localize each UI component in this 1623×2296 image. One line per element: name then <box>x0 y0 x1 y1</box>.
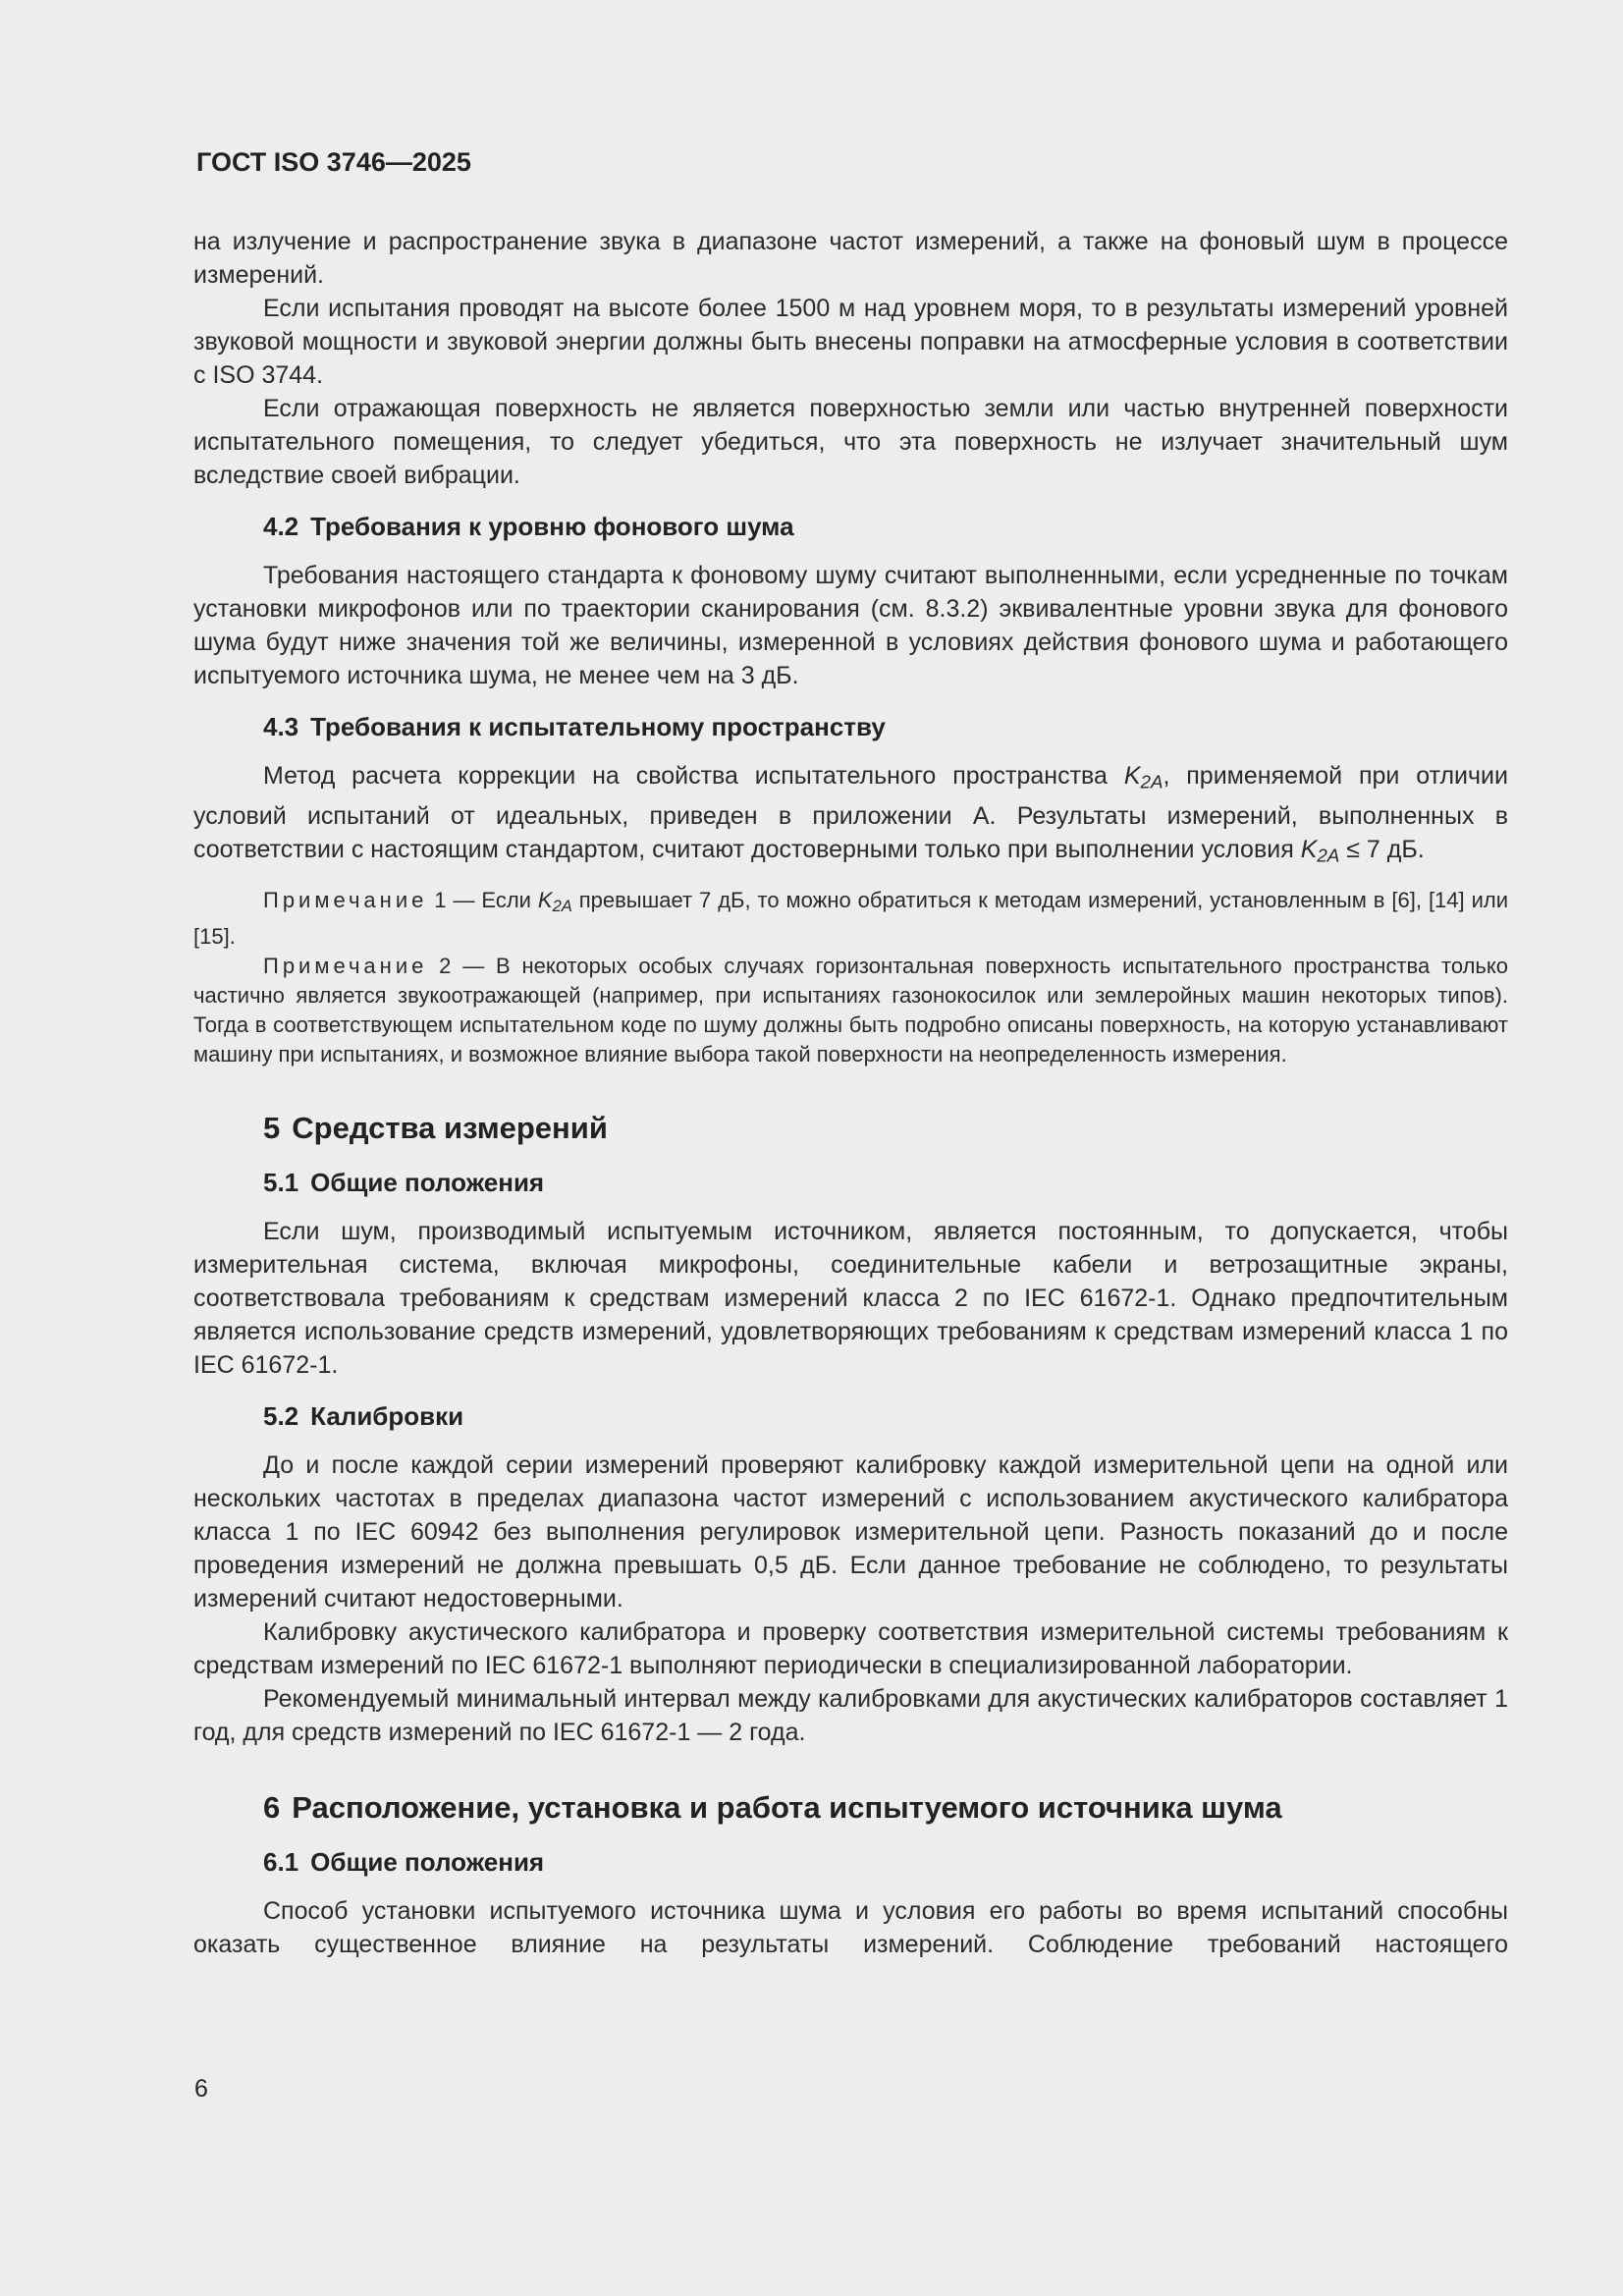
symbol-k: K <box>537 888 553 913</box>
note-2 <box>193 952 1508 1069</box>
section-5-2-text-2: Калибровку акустического калибратора и проверку соответствия измерительной системы требованиям к средствам измерений по IEC 61672-1 выполняют периодически в специализированной лаборатории. <box>193 1617 1508 1679</box>
section-number: 5.2 <box>263 1400 299 1431</box>
section-5-1-text: Если шум, производимый испытуемым источником, является постоянным, то допускается, чтобы измерительная система, включая микрофоны, соединительные кабели и ветрозащитные экраны, соответствовала требованиям к средствам измерений класса 2 по IEC 61672-1. Однако предпочтительным является использование средств измерений, удовлетворяющих требованиям к средствам измерений класса 1 по IEC 61672-1. <box>193 1217 1508 1379</box>
paragraph-reflecting-surface: Если отражающая поверхность не является поверхностью земли или частью внутренней поверхности испытательного помещения, то следует убедиться, что эта поверхность не излучает значительный шум вследствие своей вибрации. <box>193 395 1508 489</box>
section-6-heading <box>263 1788 1508 1828</box>
section-4-2-text: Требования настоящего стандарта к фоновому шуму считают выполненными, если усредненные по точкам установки микрофонов или по траектории сканирования (см. 8.3.2) эквивалентные уровни звука для фонового шума будут ниже значения той же величины, измеренной в условиях действия фонового шума и работающего испытуемого источника шума, не менее чем на 3 дБ. <box>193 562 1508 689</box>
note-1 <box>193 886 1508 951</box>
section-5-2-text-3: Рекомендуемый минимальный интервал между калибровками для акустических калибраторов составляет 1 год, для средств измерений по IEC 61672-1 — 2 года. <box>193 1684 1508 1746</box>
symbol-subscript: 2A <box>552 898 572 916</box>
section-4-3-text <box>193 759 1508 872</box>
symbol-subscript: 2A <box>1317 845 1340 866</box>
text-fragment: ≤ 7 дБ. <box>1339 835 1425 863</box>
section-number: 5.1 <box>263 1167 299 1197</box>
section-number: 6.1 <box>263 1846 299 1877</box>
section-title: Требования к испытательному пространству <box>310 712 886 741</box>
section-5-2-text-1: До и после каждой серии измерений проверяют калибровку каждой измерительной цепи на одной или нескольких частотах в пределах диапазона частот измерений с использованием акустического калибратора класса 1 по IEC 60942 без выполнения регулировок измерительной цепи. Разность показаний до и после проведения измерений не должна превышать 0,5 дБ. Если данное требование не соблюдено, то результаты измерений считают недостоверными. <box>193 1450 1508 1613</box>
text-fragment: , применяемой при отличии условий испытаний от идеальных, приведен в приложении А. Результаты измерений, выполненных в соответствии с настоящим стандартом, считают достоверными только при выполнении условия <box>193 762 1508 863</box>
section-5-heading <box>263 1109 1508 1148</box>
page-content <box>193 225 1508 1961</box>
text-fragment: превышает 7 дБ, то можно обратиться к методам измерений, установленным в [6], [14] или [15]. <box>193 888 1508 949</box>
section-5-1-heading <box>263 1166 1508 1199</box>
section-title: Требования к уровню фонового шума <box>310 512 794 541</box>
text-fragment: 2 — В некоторых особых случаях горизонтальная поверхность испытательного пространства только частично является звукоотражающей (например, при испытаниях газонокосилок или землеройных машин некоторых типов). Тогда в соответствующем испытательном коде по шуму должны быть подробно описаны поверхность, на которую устанавливают машину при испытаниях, и возможное влияние выбора такой поверхности на неопределенность измерения. <box>193 953 1508 1066</box>
document-header: ГОСТ ISO 3746—2025 <box>196 147 471 177</box>
section-title: Калибровки <box>310 1400 464 1431</box>
symbol-k: K <box>1300 835 1318 863</box>
page-number: 6 <box>194 2075 208 2103</box>
paragraph-altitude: Если испытания проводят на высоте более 1500 м над уровнем моря, то в результаты измерений уровней звуковой мощности и звуковой энергии должны быть внесены поправки на атмосферные условия в соответствии с ISO 3744. <box>193 295 1508 389</box>
text-fragment: Метод расчета коррекции на свойства испытательного пространства <box>263 762 1124 790</box>
section-title: Общие положения <box>310 1167 545 1197</box>
section-title: Общие положения <box>310 1846 545 1877</box>
section-4-3-heading <box>263 710 1508 743</box>
section-number: 4.2 <box>263 512 299 541</box>
text-fragment: 1 — Если <box>427 888 538 913</box>
section-number: 6 <box>263 1789 281 1825</box>
section-title: Расположение, установка и работа испытуемого источника шума <box>292 1789 1282 1825</box>
section-6-1-heading <box>263 1845 1508 1879</box>
note-label: Примечание <box>263 953 428 978</box>
note-label: Примечание <box>263 888 428 913</box>
section-number: 4.3 <box>263 712 299 741</box>
section-4-2-heading <box>263 510 1508 543</box>
symbol-k: K <box>1123 762 1141 790</box>
section-title: Средства измерений <box>292 1110 608 1145</box>
paragraph-intro: на излучение и распространение звука в диапазоне частот измерений, а также на фоновый шум в процессе измерений. <box>193 228 1508 289</box>
section-number: 5 <box>263 1110 281 1145</box>
section-5-2-heading <box>263 1399 1508 1433</box>
section-6-1-text: Способ установки испытуемого источника шума и условия его работы во время испытаний способны оказать существенное влияние на результаты измерений. Соблюдение требований настоящего <box>193 1896 1508 1958</box>
symbol-subscript: 2A <box>1140 771 1163 793</box>
